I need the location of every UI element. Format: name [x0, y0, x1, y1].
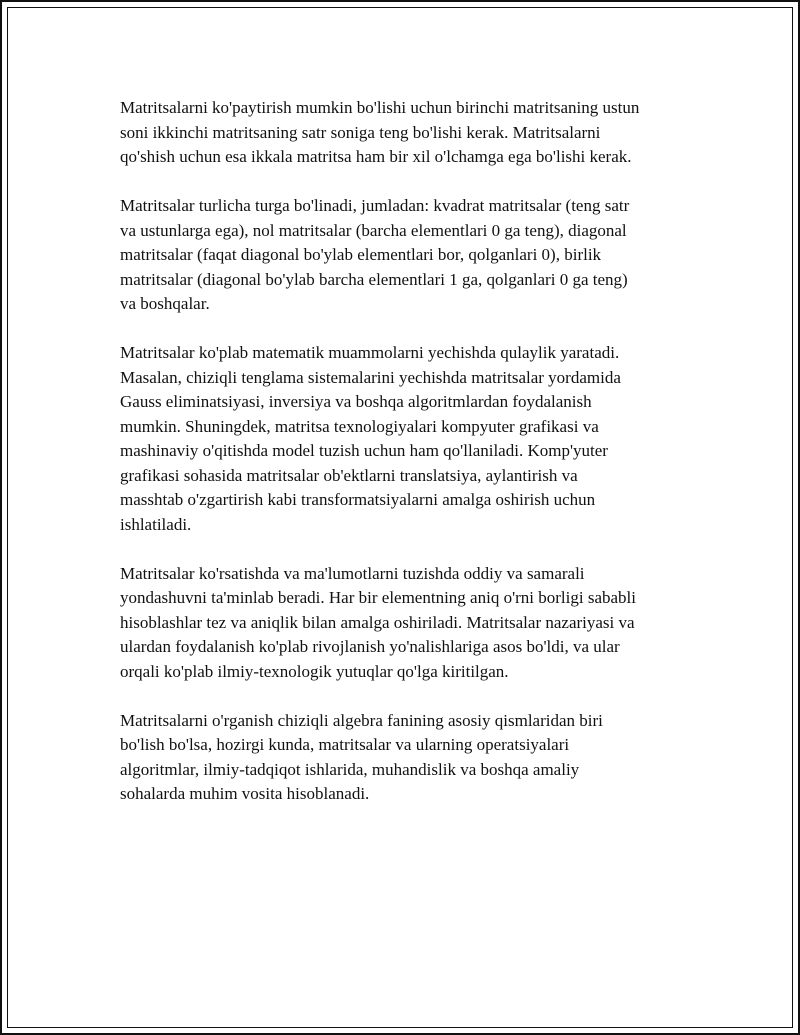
document-body [120, 96, 700, 831]
paragraph-2: Matritsalar turlicha turga bo'linadi, jumladan: kvadrat matritsalar (teng satr va ustunlarga ega), nol matritsalar (barcha elementlari 0 ga teng), diagonal matritsalar (faqat diagonal bo'ylab elementlari bor, qolganlari 0), birlik matritsalar (diagonal bo'ylab barcha elementlari 1 ga, qolganlari 0 ga teng) va boshqalar. [120, 196, 630, 313]
paragraph-1: Matritsalarni ko'paytirish mumkin bo'lishi uchun birinchi matritsaning ustun soni ikkinchi matritsaning satr soniga teng bo'lishi kerak. Matritsalarni qo'shish uchun esa ikkala matritsa ham bir xil o'lchamga ega bo'lishi kerak. [120, 98, 640, 166]
paragraph-5: Matritsalarni o'rganish chiziqli algebra fanining asosiy qismlaridan biri bo'lish bo'lsa, hozirgi kunda, matritsalar va ularning operatsiyalari algoritmlar, ilmiy-tadqiqot ishlarida, muhandislik va boshqa amaliy sohalarda muhim vosita hisoblanadi. [120, 710, 603, 803]
paragraph-3: Matritsalar ko'plab matematik muammolarni yechishda qulaylik yaratadi. Masalan, chiziqli tenglama sistemalarini yechishda matritsalar yordamida Gauss eliminatsiyasi, inversiya va boshqa algoritmlardan foydalanish mumkin. Shuningdek, matritsa texnologiyalari kompyuter grafikasi va mashinaviy o'qitishda model tuzish uchun ham qo'llaniladi. Komp'yuter grafikasi sohasida matritsalar ob'ektlarni translatsiya, aylantirish va masshtab o'zgartirish kabi transformatsiyalarni amalga oshirish uchun ishlatiladi. [120, 343, 621, 534]
paragraph-4: Matritsalar ko'rsatishda va ma'lumotlarni tuzishda oddiy va samarali yondashuvni ta'minlab beradi. Har bir elementning aniq o'rni borligi sababli hisoblashlar tez va aniqlik bilan amalga oshiriladi. Matritsalar nazariyasi va ulardan foydalanish ko'plab rivojlanish yo'nalishlariga asos bo'ldi, va ular orqali ko'plab ilmiy-texnologik yutuqlar qo'lga kiritilgan. [120, 563, 637, 681]
